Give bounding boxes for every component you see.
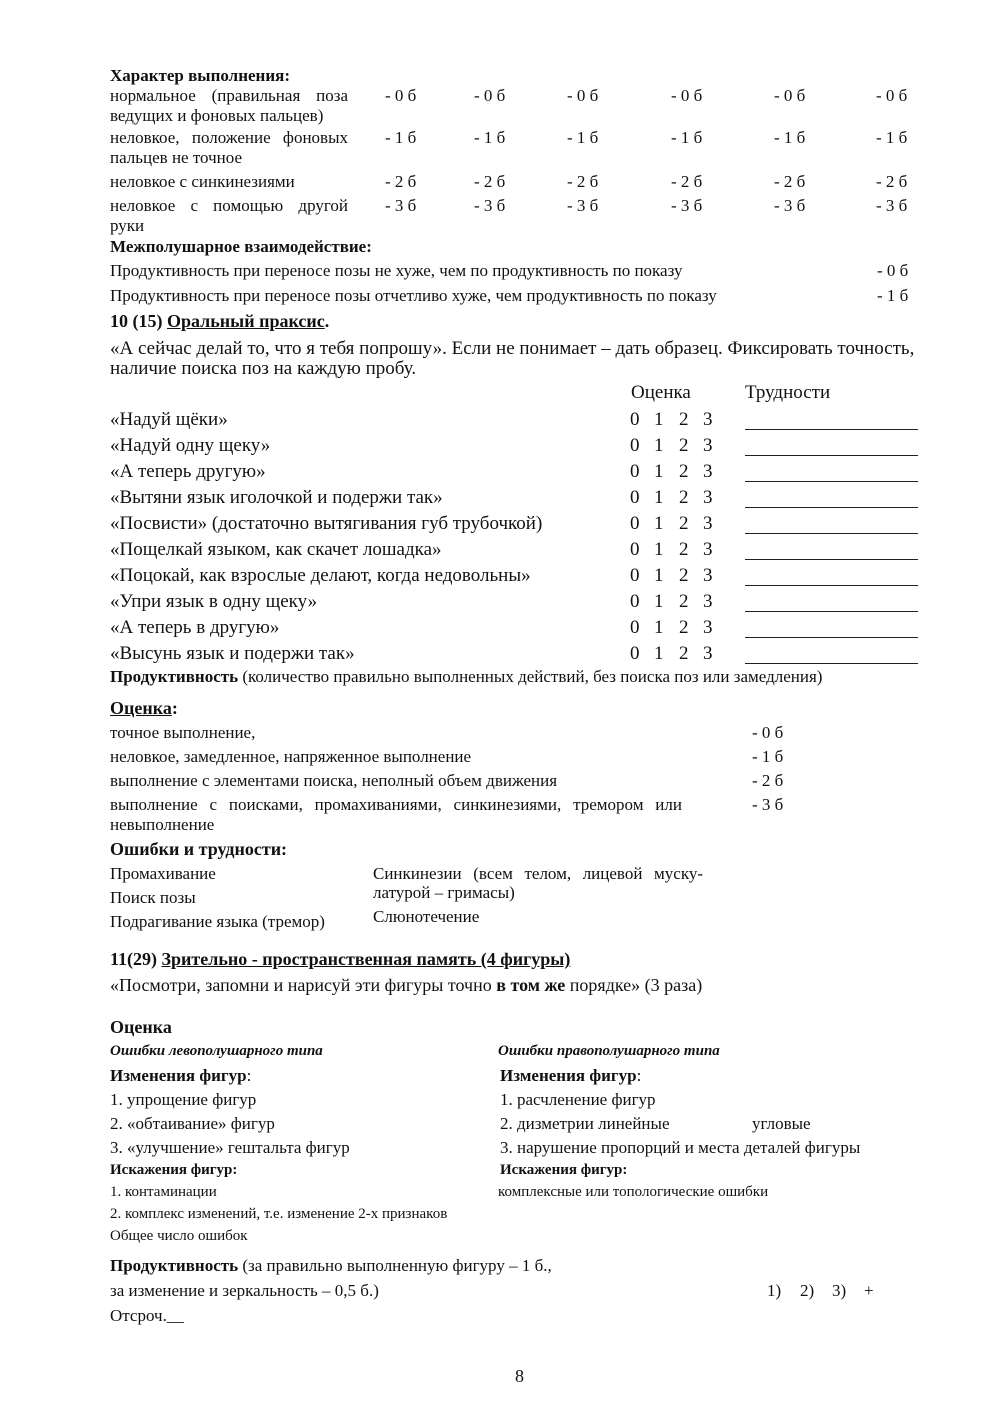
visual-productivity-line-2: за изменение и зеркальность – 0,5 б.) [110, 1281, 379, 1300]
visual-title [110, 949, 570, 970]
oral-task-6-difficulty-field[interactable] [745, 559, 918, 560]
oral-task-3-difficulty-field[interactable] [745, 481, 918, 482]
oral-number: 10 (15) [110, 311, 163, 331]
oral-task-6-score-option-2[interactable]: 2 [679, 539, 689, 560]
character-row-4-score-4: - 3 б [671, 196, 703, 215]
character-row-4-score-6: - 3 б [876, 196, 908, 215]
visual-instruction-start: «Посмотри, запомни и нарисуй эти фигуры точно [110, 975, 497, 995]
visual-left-changes-label-text: Изменения фигур [110, 1066, 247, 1085]
errors-left-2: Поиск позы [110, 888, 196, 907]
oral-task-1-score-option-0[interactable]: 0 [630, 409, 640, 430]
oral-task-9-score-option-0[interactable]: 0 [630, 617, 640, 638]
visual-left-change-2: 2. «обтаивание» фигур [110, 1114, 275, 1133]
oral-task-10-score-option-0[interactable]: 0 [630, 643, 640, 664]
visual-right-changes-colon: : [636, 1066, 642, 1085]
character-row-4-score-5: - 3 б [774, 196, 806, 215]
character-row-2-score-4: - 1 б [671, 128, 703, 147]
errors-right-line-2: латурой – гримасы) [373, 883, 515, 902]
oral-task-5-score-option-2[interactable]: 2 [679, 513, 689, 534]
oral-task-3-score-option-2[interactable]: 2 [679, 461, 689, 482]
visual-right-changes-label [500, 1066, 641, 1086]
visual-productivity-text: (за правильно выполненную фигуру – 1 б., [238, 1256, 552, 1275]
visual-total-errors: Общее число ошибок [110, 1228, 248, 1244]
oral-task-10-difficulty-field[interactable] [745, 663, 918, 664]
oral-col-difficulty: Трудности [745, 382, 831, 403]
visual-right-change-2-extra: угловые [752, 1114, 811, 1133]
character-heading: Характер выполнения: [110, 66, 290, 85]
oral-task-5: «Посвисти» (достаточно вытягивания губ трубочкой) [110, 513, 543, 534]
oral-task-3-score-option-0[interactable]: 0 [630, 461, 640, 482]
oral-task-5-score-option-1[interactable]: 1 [654, 513, 664, 534]
oral-task-5-score-option-3[interactable]: 3 [703, 513, 713, 534]
visual-instruction [110, 975, 702, 996]
character-row-3-score-5: - 2 б [774, 172, 806, 191]
character-row-1-score-2: - 0 б [474, 86, 506, 105]
oral-task-1-score-option-2[interactable]: 2 [679, 409, 689, 430]
rating-row-4-label-line-2: невыполнение [110, 815, 215, 834]
oral-task-4-score-option-3[interactable]: 3 [703, 487, 713, 508]
oral-instruction-line-1: «А сейчас делай то, что я тебя попрошу». Если не понимает – дать образец. Фиксировать точность, [110, 338, 915, 359]
character-row-3-score-3: - 2 б [567, 172, 599, 191]
character-row-3-label-line-1: неловкое с синкинезиями [110, 172, 295, 191]
character-row-3-score-4: - 2 б [671, 172, 703, 191]
errors-heading: Ошибки и трудности: [110, 839, 288, 859]
character-row-4-score-2: - 3 б [474, 196, 506, 215]
character-row-1-score-6: - 0 б [876, 86, 908, 105]
oral-task-8-score-option-1[interactable]: 1 [654, 591, 664, 612]
visual-right-heading: Ошибки правополушарного типа [498, 1043, 720, 1059]
character-row-1-score-1: - 0 б [385, 86, 417, 105]
rating-row-1-score: - 0 б [752, 723, 784, 742]
visual-right-distortions-label: Искажения фигур: [500, 1162, 628, 1178]
character-row-2-score-2: - 1 б [474, 128, 506, 147]
oral-task-10-score-option-1[interactable]: 1 [654, 643, 664, 664]
character-row-3-score-2: - 2 б [474, 172, 506, 191]
oral-task-9-score-option-3[interactable]: 3 [703, 617, 713, 638]
visual-right-change-2: 2. дизметрии линейные [500, 1114, 670, 1133]
visual-number: 11(29) [110, 949, 157, 969]
visual-left-changes-label [110, 1066, 251, 1086]
character-row-1-score-4: - 0 б [671, 86, 703, 105]
character-row-2-label-line-1: неловкое, положение фоновых [110, 128, 348, 147]
character-row-4-score-3: - 3 б [567, 196, 599, 215]
visual-title-text: Зрительно - пространственная память (4 фигуры) [161, 949, 571, 969]
character-row-2-score-6: - 1 б [876, 128, 908, 147]
errors-left-1: Промахивание [110, 864, 216, 883]
oral-task-10-score-option-3[interactable]: 3 [703, 643, 713, 664]
oral-task-2-score-option-1[interactable]: 1 [654, 435, 664, 456]
oral-task-6-score-option-1[interactable]: 1 [654, 539, 664, 560]
errors-left-3: Подрагивание языка (тремор) [110, 912, 325, 931]
visual-left-heading: Ошибки левополушарного типа [110, 1043, 323, 1059]
oral-task-6-score-option-0[interactable]: 0 [630, 539, 640, 560]
oral-task-3: «А теперь другую» [110, 461, 266, 482]
character-row-3-score-1: - 2 б [385, 172, 417, 191]
rating-row-4-score: - 3 б [752, 795, 784, 814]
oral-title-end: . [324, 311, 330, 331]
visual-trial-2: 2) [800, 1281, 815, 1300]
oral-task-1-score-option-1[interactable]: 1 [654, 409, 664, 430]
oral-task-6-score-option-3[interactable]: 3 [703, 539, 713, 560]
interhemi-row-1-text: Продуктивность при переносе позы не хуже, чем по продуктивность по показу [110, 261, 683, 280]
visual-instruction-bold: в том же [496, 975, 566, 995]
oral-task-10: «Высунь язык и подержи так» [110, 643, 355, 664]
oral-productivity [110, 667, 822, 687]
visual-left-distortions-label: Искажения фигур: [110, 1162, 238, 1178]
rating-row-3-label-line-1: выполнение с элементами поиска, неполный объем движения [110, 771, 558, 790]
character-row-1-label-line-2: ведущих и фоновых пальцев) [110, 106, 324, 125]
oral-task-4-score-option-1[interactable]: 1 [654, 487, 664, 508]
oral-task-2: «Надуй одну щеку» [110, 435, 271, 456]
oral-task-2-score-option-3[interactable]: 3 [703, 435, 713, 456]
rating-row-2-score: - 1 б [752, 747, 784, 766]
oral-task-4-score-option-0[interactable]: 0 [630, 487, 640, 508]
oral-task-7-score-option-1[interactable]: 1 [654, 565, 664, 586]
visual-delayed: Отсроч.__ [110, 1306, 184, 1325]
oral-task-7-score-option-0[interactable]: 0 [630, 565, 640, 586]
oral-task-1: «Надуй щёки» [110, 409, 228, 430]
oral-productivity-label: Продуктивность [110, 667, 239, 686]
oral-productivity-text: (количество правильно выполненных действий, без поиска поз или замедления) [238, 667, 823, 686]
oral-task-5-difficulty-field[interactable] [745, 533, 918, 534]
character-row-3-score-6: - 2 б [876, 172, 908, 191]
visual-right-distortion-1: комплексные или топологические ошибки [498, 1184, 769, 1200]
visual-left-change-3: 3. «улучшение» гештальта фигур [110, 1138, 350, 1157]
oral-task-9-difficulty-field[interactable] [745, 637, 918, 638]
oral-task-6: «Пощелкай языком, как скачет лошадка» [110, 539, 442, 560]
oral-task-10-score-option-2[interactable]: 2 [679, 643, 689, 664]
visual-trial-3: 3) [832, 1281, 847, 1300]
visual-productivity-line-1 [110, 1256, 552, 1276]
oral-title-text: Оральный праксис [167, 311, 325, 331]
oral-title [110, 311, 329, 332]
rating-heading [110, 698, 178, 719]
visual-productivity-label: Продуктивность [110, 1256, 239, 1275]
errors-right-line-3: Слюнотечение [373, 907, 480, 926]
errors-right-line-1: Синкинезии (всем телом, лицевой муску- [373, 864, 703, 883]
visual-trial-1: 1) [767, 1281, 782, 1300]
interhemi-row-1-score: - 0 б [877, 261, 909, 280]
character-row-2-score-1: - 1 б [385, 128, 417, 147]
visual-right-changes-label-text: Изменения фигур [500, 1066, 637, 1085]
oral-task-4-score-option-2[interactable]: 2 [679, 487, 689, 508]
visual-right-change-3: 3. нарушение пропорций и места деталей фигуры [500, 1138, 861, 1157]
rating-row-1-label-line-1: точное выполнение, [110, 723, 256, 742]
rating-row-2-label-line-1: неловкое, замедленное, напряженное выполнение [110, 747, 472, 766]
character-row-1-score-5: - 0 б [774, 86, 806, 105]
visual-left-change-1: 1. упрощение фигур [110, 1090, 257, 1109]
oral-task-3-score-option-1[interactable]: 1 [654, 461, 664, 482]
oral-task-8-score-option-2[interactable]: 2 [679, 591, 689, 612]
visual-trial-plus: + [864, 1281, 874, 1300]
oral-task-2-score-option-0[interactable]: 0 [630, 435, 640, 456]
oral-instruction-line-2: наличие поиска поз на каждую пробу. [110, 358, 417, 379]
rating-row-3-score: - 2 б [752, 771, 784, 790]
oral-task-1-difficulty-field[interactable] [745, 429, 918, 430]
oral-task-8: «Упри язык в одну щеку» [110, 591, 318, 612]
visual-left-distortion-2: 2. комплекс изменений, т.е. изменение 2-х признаков [110, 1206, 448, 1222]
visual-left-distortion-1: 1. контаминации [110, 1184, 217, 1200]
oral-task-8-score-option-3[interactable]: 3 [703, 591, 713, 612]
interhemi-row-2-score: - 1 б [877, 286, 909, 305]
rating-heading-text: Оценка [110, 698, 172, 718]
oral-task-7-score-option-3[interactable]: 3 [703, 565, 713, 586]
interhemi-heading: Межполушарное взаимодействие: [110, 237, 372, 256]
character-row-2-score-5: - 1 б [774, 128, 806, 147]
oral-task-2-score-option-2[interactable]: 2 [679, 435, 689, 456]
oral-task-9-score-option-2[interactable]: 2 [679, 617, 689, 638]
oral-task-7: «Поцокай, как взрослые делают, когда недовольны» [110, 565, 531, 586]
rating-row-4-label-line-1: выполнение с поисками, промахиваниями, синкинезиями, тремором или [110, 795, 682, 814]
oral-task-7-difficulty-field[interactable] [745, 585, 918, 586]
visual-right-change-1: 1. расчленение фигур [500, 1090, 656, 1109]
character-row-4-label-line-1: неловкое с помощью другой [110, 196, 348, 215]
character-row-2-score-3: - 1 б [567, 128, 599, 147]
character-row-1-label-line-1: нормальное (правильная поза [110, 86, 348, 105]
visual-left-changes-colon: : [246, 1066, 252, 1085]
oral-task-4-difficulty-field[interactable] [745, 507, 918, 508]
oral-task-7-score-option-2[interactable]: 2 [679, 565, 689, 586]
rating-heading-colon: : [171, 698, 178, 718]
character-row-4-score-1: - 3 б [385, 196, 417, 215]
oral-task-4: «Вытяни язык иголочкой и подержи так» [110, 487, 443, 508]
oral-task-5-score-option-0[interactable]: 0 [630, 513, 640, 534]
oral-task-1-score-option-3[interactable]: 3 [703, 409, 713, 430]
character-row-2-label-line-2: пальцев не точное [110, 148, 243, 167]
page-number: 8 [515, 1366, 524, 1386]
character-row-1-score-3: - 0 б [567, 86, 599, 105]
oral-task-8-score-option-0[interactable]: 0 [630, 591, 640, 612]
oral-col-score: Оценка [631, 382, 691, 403]
interhemi-row-2-text: Продуктивность при переносе позы отчетливо хуже, чем продуктивность по показу [110, 286, 717, 305]
character-row-4-label-line-2: руки [110, 216, 145, 235]
visual-rating-heading: Оценка [110, 1017, 172, 1037]
oral-task-3-score-option-3[interactable]: 3 [703, 461, 713, 482]
oral-task-9: «А теперь в другую» [110, 617, 280, 638]
oral-task-9-score-option-1[interactable]: 1 [654, 617, 664, 638]
oral-task-8-difficulty-field[interactable] [745, 611, 918, 612]
oral-task-2-difficulty-field[interactable] [745, 455, 918, 456]
visual-instruction-end: порядке» (3 раза) [565, 975, 703, 995]
